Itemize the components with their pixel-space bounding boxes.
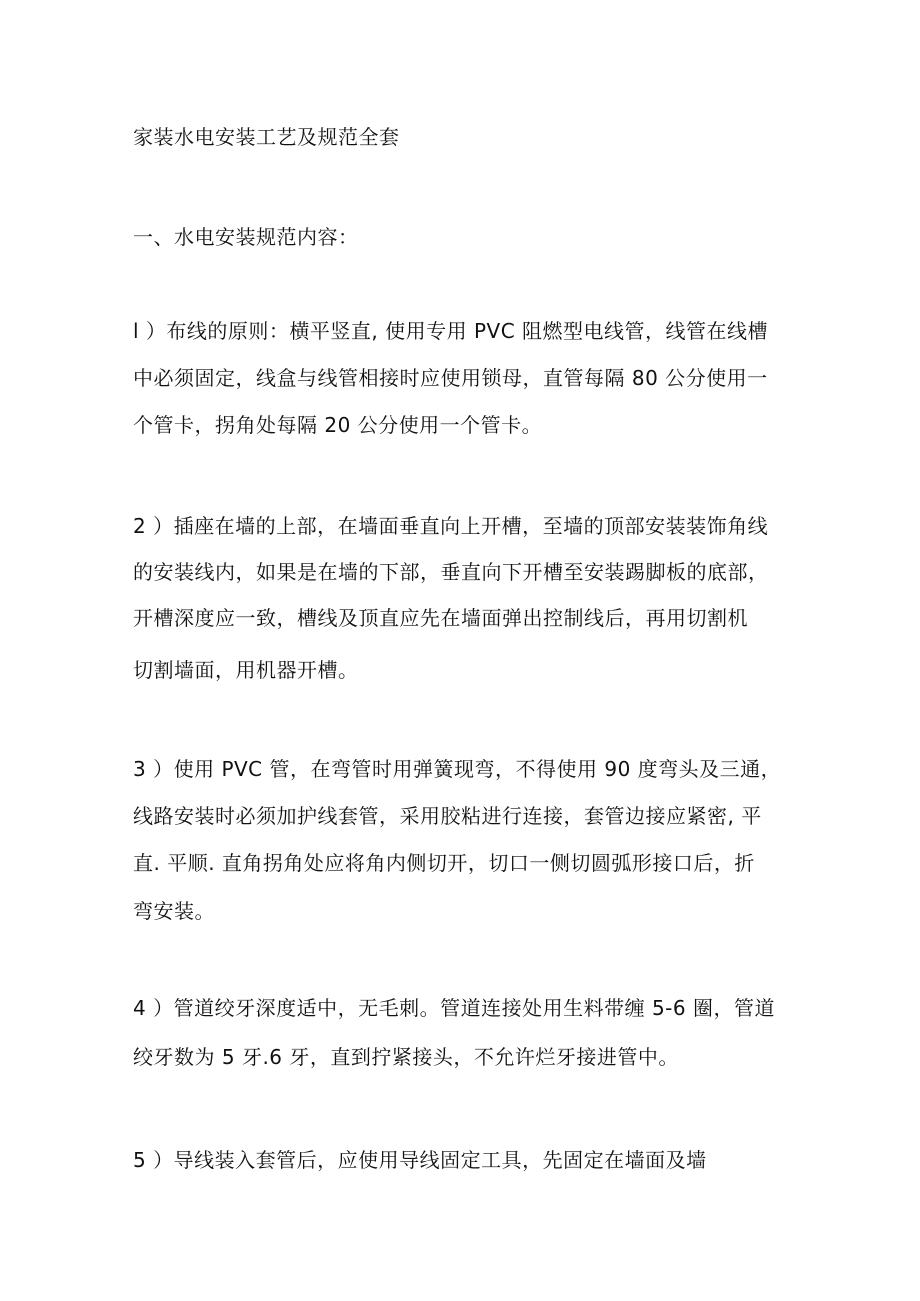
paragraph-line: l ）布线的原则：横平竖直, 使用专用 PVC 阻燃型电线管，线管在线槽 [133,319,769,343]
paragraph-line: 切割墙面，用机器开槽。 [133,658,359,682]
paragraph-line: 5 ）导线装入套管后，应使用导线固定工具，先固定在墙面及墙 [133,1148,707,1172]
paragraph-line: 4 ）管道绞牙深度适中，无毛刺。管道连接处用生料带缠 5-6 圈，管道 [133,996,775,1020]
paragraph-line: 开槽深度应一致，槽线及顶直应先在墙面弹出控制线后，再用切割机 [133,606,748,630]
paragraph-line: 弯安装。 [133,899,215,923]
paragraph-line: 的安装线内，如果是在墙的下部，垂直向下开槽至安装踢脚板的底部， [133,560,769,584]
paragraph-line: 3 ）使用 PVC 管，在弯管时用弹簧现弯，不得使用 90 度弯头及三通， [133,757,782,781]
paragraph-line: 直. 平顺. 直角拐角处应将角内侧切开，切口一侧切圆弧形接口后，折 [133,851,755,875]
document-title: 家装水电安装工艺及规范全套 [133,125,400,149]
paragraph-line: 线路安装时必须加护线套管，采用胶粘进行连接，套管边接应紧密, 平 [133,804,762,828]
section-heading: 一、水电安装规范内容： [133,225,359,249]
paragraph-line: 中必须固定，线盒与线管相接时应使用锁母，直管每隔 80 公分使用一 [133,366,768,390]
paragraph-line: 个管卡，拐角处每隔 20 公分使用一个管卡。 [133,413,543,437]
paragraph-line: 2 ）插座在墙的上部，在墙面垂直向上开槽，至墙的顶部安装装饰角线 [133,514,769,538]
paragraph-line: 绞牙数为 5 牙.6 牙，直到拧紧接头，不允许烂牙接进管中。 [133,1045,679,1069]
